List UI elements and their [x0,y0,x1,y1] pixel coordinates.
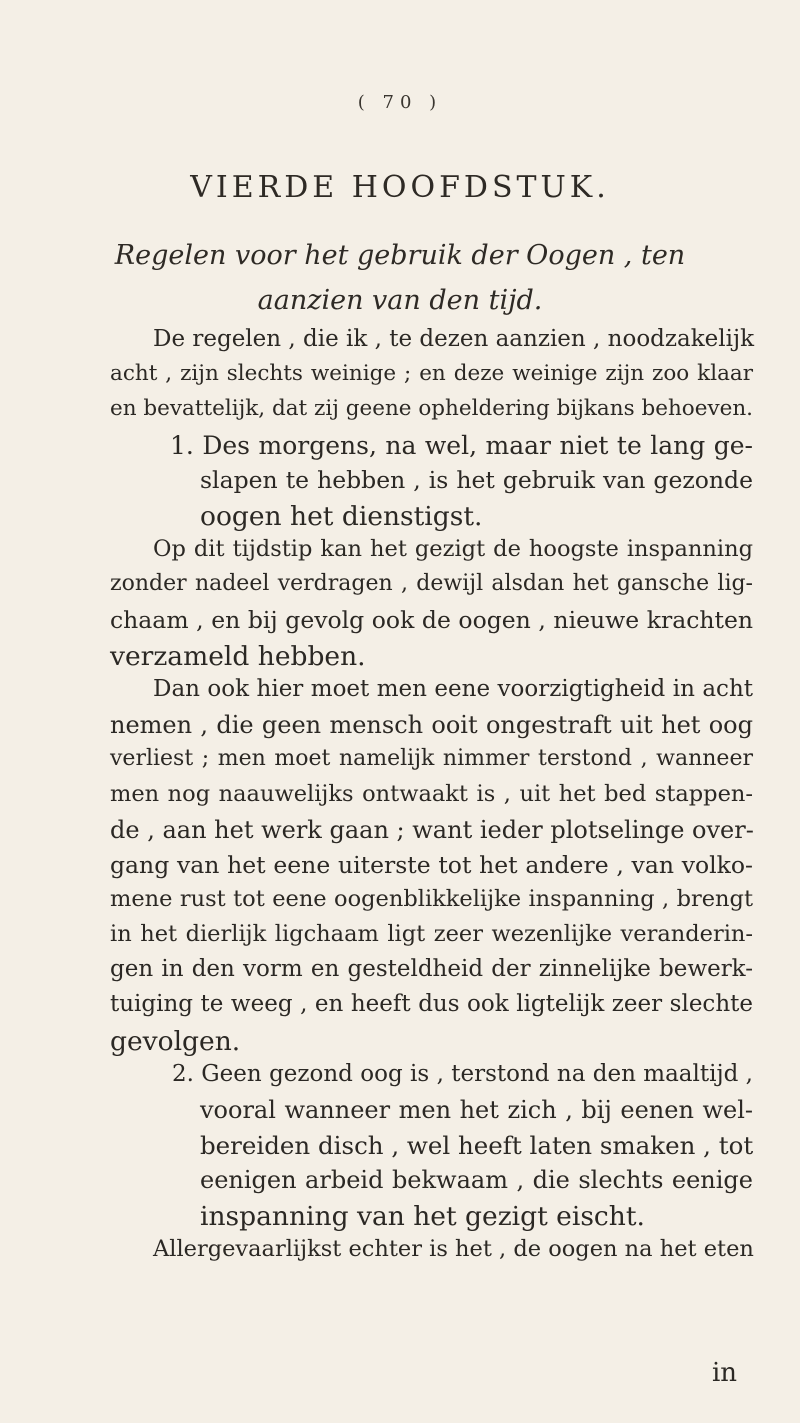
body-line: gen in den vorm en gesteldheid der zinnelijke bewerk- [110,956,753,982]
body-line: in het dierlijk ligchaam ligt zeer wezenlijke veranderin- [110,921,753,947]
body-line: verliest ; men moet namelijk nimmer terstond , wanneer [110,746,753,771]
body-line: mene rust tot eene oogenblikkelijke inspanning , brengt [110,886,753,912]
body-line: slapen te hebben , is het gebruik van gezonde [200,466,753,494]
body-line: Allergevaarlijkst echter is het , de oogen na het eten [153,1236,754,1262]
body-line: Dan ook hier moet men eene voorzigtigheid in acht [153,676,753,702]
body-line: eenigen arbeid bekwaam , die slechts eenige [200,1166,753,1194]
body-line: inspanning van het gezigt eischt. [200,1201,645,1232]
body-line: 1. Des morgens, na wel, maar niet te lang ge- [170,431,753,460]
body-line: en bevattelijk, dat zij geene opheldering bijkans behoeven. [110,396,754,421]
chapter-title: VIERDE HOOFDSTUK. [190,170,610,205]
body-line: chaam , en bij gevolg ook de oogen , nieuwe krachten [110,606,753,634]
body-line: verzameld hebben. [110,641,366,672]
chapter-subtitle-line-2: aanzien van den tijd. [257,285,543,316]
body-line: 2. Geen gezond oog is , terstond na den maaltijd , [172,1061,753,1087]
body-line: vooral wanneer men het zich , bij eenen wel- [200,1096,753,1124]
body-line: nemen , die geen mensch ooit ongestraft uit het oog [110,711,753,739]
body-line: gang van het eene uiterste tot het andere , van volko- [110,851,753,879]
catchword: in [711,1358,737,1388]
body-line: Op dit tijdstip kan het gezigt de hoogste inspanning [153,536,753,562]
body-line: bereiden disch , wel heeft laten smaken , tot [200,1131,754,1160]
body-line: de , aan het werk gaan ; want ieder plotselinge over- [110,816,754,844]
chapter-subtitle-line-1: Regelen voor het gebruik der Oogen , ten [114,240,686,271]
page-number: ( 70 ) [357,92,443,113]
body-line: De regelen , die ik , te dezen aanzien , noodzakelijk [153,326,755,352]
body-line: zonder nadeel verdragen , dewijl alsdan het gansche lig- [110,571,753,596]
body-line: tuiging te weeg , en heeft dus ook ligtelijk zeer slechte [110,991,753,1017]
body-line: acht , zijn slechts weinige ; en deze weinige zijn zoo klaar [110,361,753,386]
body-line: oogen het dienstigst. [200,501,483,532]
body-line: men nog naauwelijks ontwaakt is , uit het bed stappen- [110,781,753,807]
body-line: gevolgen. [110,1026,241,1057]
